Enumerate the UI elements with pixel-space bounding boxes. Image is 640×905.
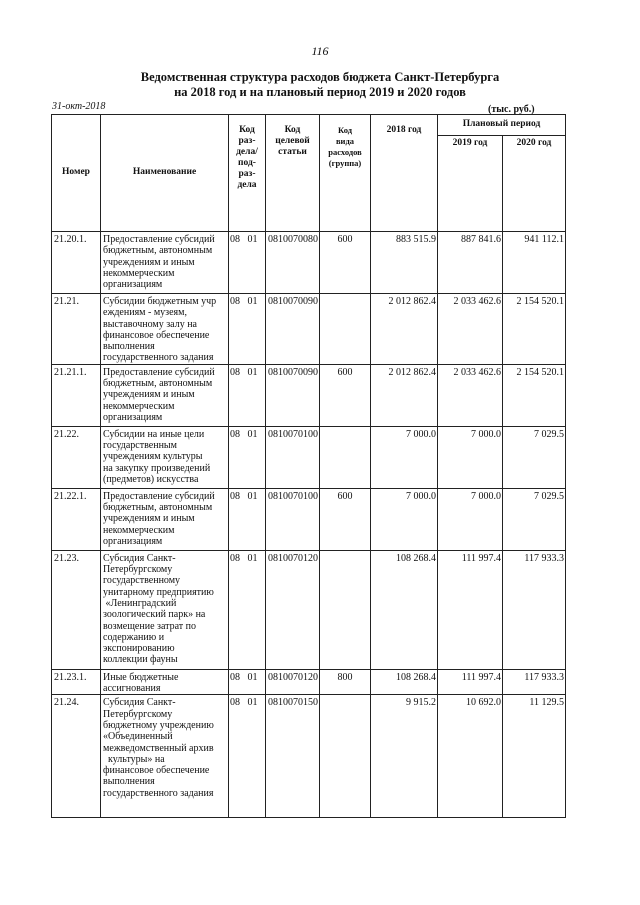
table-row: [52, 364, 566, 426]
page-number: 116: [311, 44, 329, 58]
row-name: [101, 294, 229, 365]
header-section: Код раз- дела/ под- раз- дела: [229, 115, 266, 232]
row-name-line: содержанию и: [103, 631, 165, 643]
units-label: (тыс. руб.): [488, 104, 535, 115]
row-amount-2019: 2 033 462.6: [438, 364, 503, 426]
row-amount-2019: 2 033 462.6: [438, 294, 503, 365]
row-name-line: организациям: [103, 411, 163, 423]
table-row: [52, 488, 566, 550]
title-line-2: на 2018 год и на плановый период 2019 и 2020 годов: [174, 85, 466, 99]
row-number: 21.21.1.: [52, 364, 101, 426]
row-name-line: государственного задания: [103, 352, 214, 364]
row-name: [101, 550, 229, 669]
row-name-line: финансовое обеспечение: [103, 329, 210, 341]
header-number: Номер: [52, 115, 101, 232]
row-amount-2018: 2 012 862.4: [371, 364, 438, 426]
row-name-line: Субсидии на иные цели: [103, 428, 205, 440]
row-name-line: Субсидия Санкт-: [103, 697, 176, 709]
row-name-line: бюджетным, автономным: [103, 378, 213, 390]
row-number: 21.22.: [52, 426, 101, 488]
header-2020: 2020 год: [503, 136, 566, 232]
row-name-line: ассигнования: [103, 683, 161, 695]
row-name-line: Иные бюджетные: [103, 671, 179, 683]
row-section-code: 08 01: [229, 232, 266, 294]
row-name-line: Петербургскому: [103, 708, 173, 720]
row-number: 21.23.: [52, 550, 101, 669]
budget-table: [51, 114, 566, 818]
row-expense-group: [320, 550, 371, 669]
table-row: [52, 426, 566, 488]
row-name-line: выставочному залу на: [103, 318, 197, 330]
row-section-code: 08 01: [229, 294, 266, 365]
row-amount-2020: 7 029.5: [503, 426, 566, 488]
row-amount-2018: 7 000.0: [371, 488, 438, 550]
row-target-code: 0810070100: [266, 426, 320, 488]
document-title: [0, 70, 640, 100]
row-amount-2019: 111 997.4: [438, 550, 503, 669]
row-amount-2018: 108 268.4: [371, 550, 438, 669]
header-target: Код целевой статьи: [266, 115, 320, 232]
row-target-code: 0810070120: [266, 669, 320, 695]
row-name: [101, 426, 229, 488]
row-name-line: организациям: [103, 279, 163, 291]
row-section-code: 08 01: [229, 488, 266, 550]
header-name: Наименование: [101, 115, 229, 232]
row-section-code: 08 01: [229, 426, 266, 488]
row-expense-group: [320, 695, 371, 818]
row-section-code: 08 01: [229, 550, 266, 669]
header-planned-period: Плановый период: [438, 115, 566, 136]
row-section-code: 08 01: [229, 669, 266, 695]
row-expense-group: [320, 426, 371, 488]
row-amount-2020: 2 154 520.1: [503, 294, 566, 365]
row-name-line: «Объединенный: [103, 731, 173, 743]
row-name-line: культуры» на: [103, 753, 165, 765]
row-name: [101, 232, 229, 294]
table-row: [52, 550, 566, 669]
row-name-line: некоммерческим: [103, 400, 175, 412]
header-group: Код вида расходов (группа): [320, 115, 371, 232]
row-target-code: 0810070120: [266, 550, 320, 669]
document-date: 31-окт-2018: [52, 101, 106, 112]
row-name-line: Предоставление субсидий: [103, 366, 215, 378]
row-name-line: на закупку произведений: [103, 462, 211, 474]
row-name-line: некоммерческим: [103, 267, 175, 279]
row-amount-2020: 117 933.3: [503, 550, 566, 669]
row-name-line: Субсидия Санкт-: [103, 552, 176, 564]
row-amount-2018: 883 515.9: [371, 232, 438, 294]
row-number: 21.23.1.: [52, 669, 101, 695]
row-name: [101, 669, 229, 695]
row-amount-2020: 117 933.3: [503, 669, 566, 695]
row-target-code: 0810070090: [266, 364, 320, 426]
row-name-line: финансовое обеспечение: [103, 765, 210, 777]
row-amount-2020: 7 029.5: [503, 488, 566, 550]
row-amount-2018: 2 012 862.4: [371, 294, 438, 365]
row-name-line: Предоставление субсидий: [103, 234, 215, 245]
row-target-code: 0810070080: [266, 232, 320, 294]
row-name-line: государственному: [103, 575, 181, 587]
row-name-line: экспонированию: [103, 643, 175, 655]
header-2019: 2019 год: [438, 136, 503, 232]
row-amount-2018: 108 268.4: [371, 669, 438, 695]
title-line-1: Ведомственная структура расходов бюджета Санкт-Петербурга: [140, 70, 500, 84]
row-name-line: зоологический парк» на: [103, 609, 206, 621]
row-name-line: Субсидии бюджетным учр: [103, 296, 217, 307]
row-amount-2020: 2 154 520.1: [503, 364, 566, 426]
row-name-line: учреждениям культуры: [103, 451, 203, 463]
row-expense-group: 600: [320, 232, 371, 294]
row-name: [101, 488, 229, 550]
row-number: 21.24.: [52, 695, 101, 818]
header-2018: 2018 год: [371, 115, 438, 232]
table-row: [52, 695, 566, 818]
row-amount-2018: 9 915.2: [371, 695, 438, 818]
row-name: [101, 364, 229, 426]
row-section-code: 08 01: [229, 695, 266, 818]
row-name-line: организациям: [103, 535, 163, 547]
row-target-code: 0810070100: [266, 488, 320, 550]
row-name-line: унитарному предприятию: [103, 586, 214, 598]
row-name-line: Предоставление субсидий: [103, 490, 215, 502]
row-amount-2018: 7 000.0: [371, 426, 438, 488]
row-name-line: бюджетному учреждению: [103, 719, 214, 731]
row-amount-2019: 10 692.0: [438, 695, 503, 818]
row-name-line: бюджетным, автономным: [103, 502, 213, 514]
row-name-line: учреждениям и иным: [103, 389, 195, 401]
row-target-code: 0810070090: [266, 294, 320, 365]
row-target-code: 0810070150: [266, 695, 320, 818]
row-amount-2019: 7 000.0: [438, 488, 503, 550]
row-amount-2019: 7 000.0: [438, 426, 503, 488]
row-amount-2020: 11 129.5: [503, 695, 566, 818]
row-name-line: государственным: [103, 440, 177, 452]
row-amount-2020: 941 112.1: [503, 232, 566, 294]
row-name-line: некоммерческим: [103, 524, 175, 536]
row-name-line: учреждениям и иным: [103, 256, 195, 268]
row-expense-group: 600: [320, 364, 371, 426]
row-expense-group: 800: [320, 669, 371, 695]
row-name-line: возмещение затрат по: [103, 620, 197, 632]
row-name-line: еждениям - музеям,: [103, 307, 187, 319]
row-number: 21.21.: [52, 294, 101, 365]
row-name-line: учреждениям и иным: [103, 513, 195, 525]
row-number: 21.20.1.: [52, 232, 101, 294]
row-section-code: 08 01: [229, 364, 266, 426]
row-name-line: выполнения: [103, 341, 155, 353]
row-name-line: межведомственный архив: [103, 742, 214, 754]
table-row: [52, 669, 566, 695]
row-name-line: бюджетным, автономным: [103, 245, 213, 257]
row-name-line: «Ленинградский: [103, 597, 177, 609]
row-name-line: выполнения: [103, 776, 155, 788]
row-expense-group: 600: [320, 488, 371, 550]
row-amount-2019: 887 841.6: [438, 232, 503, 294]
row-number: 21.22.1.: [52, 488, 101, 550]
row-expense-group: [320, 294, 371, 365]
table-row: [52, 294, 566, 365]
row-name: [101, 695, 229, 818]
row-name-line: Петербургскому: [103, 564, 173, 576]
row-name-line: коллекции фауны: [103, 654, 178, 666]
row-amount-2019: 111 997.4: [438, 669, 503, 695]
row-name-line: государственного задания: [103, 787, 214, 799]
table-row: [52, 232, 566, 294]
row-name-line: (предметов) искусства: [103, 473, 199, 485]
